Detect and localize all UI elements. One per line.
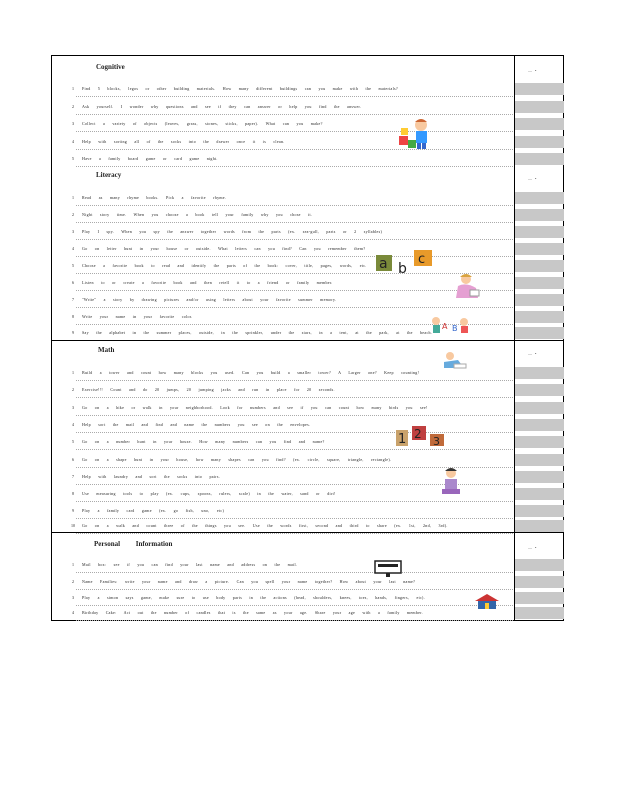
item-text: Play a family card game (ex. go fish, uno, etc) — [82, 508, 225, 513]
check-box[interactable] — [515, 101, 564, 113]
item-number: 3 — [72, 229, 74, 234]
list-item — [52, 241, 563, 257]
list-item — [52, 417, 563, 433]
item-text: Exercise!!! Count and do 20 jumps, 20 jumping jacks and run in place for 20 seconds. — [82, 387, 335, 392]
item-text: Listen to or create a favorite book and then retell it to a friend or family member. — [82, 280, 333, 285]
check-box[interactable] — [515, 576, 564, 588]
list-item — [52, 574, 563, 590]
check-box[interactable] — [515, 592, 564, 604]
item-text: Have a family board game or card game night. — [82, 156, 218, 161]
item-text: Go on letter hunt in your house or outside. What letters can you find? Can you remember them? — [82, 246, 366, 251]
list-item — [52, 292, 563, 308]
list-item — [52, 503, 563, 519]
section-title: Personal Information — [94, 540, 173, 548]
list-item — [52, 434, 563, 450]
section-title: Cognitive — [96, 63, 125, 71]
item-text: Help with sorting all of the socks into the drawer once it is clean. — [82, 139, 285, 144]
svg-text:c: c — [418, 252, 426, 267]
list-item — [52, 224, 563, 240]
abc-letters-illustration — [374, 249, 436, 275]
svg-text:B: B — [452, 324, 458, 333]
check-box[interactable] — [515, 559, 564, 571]
item-text: Write your name in your favorite color. — [82, 314, 193, 319]
item-number: 9 — [72, 508, 74, 513]
item-text: Go on a hike or walk in your neighborhood. Look for numbers and see if you can count how many birds you see! — [82, 405, 428, 410]
svg-text:1: 1 — [398, 432, 407, 447]
check-box[interactable] — [515, 454, 564, 466]
item-number: 5 — [72, 263, 74, 268]
item-text: Go on a walk and count three of the things you see. Use the words first, second and third to share (ex. 1st, 2nd, 3rd). — [82, 523, 448, 528]
list-item — [52, 151, 563, 167]
mailbox-illustration — [374, 560, 404, 578]
item-number: 3 — [72, 121, 74, 126]
item-number: 9 — [72, 330, 74, 335]
check-box[interactable] — [515, 471, 564, 483]
check-box[interactable] — [515, 118, 564, 130]
child-blocks-illustration — [397, 116, 433, 152]
item-text: Collect a variety of objects (leaves, grass, stones, sticks, paper). What can you make? — [82, 121, 323, 126]
item-text: Go on a shape hunt in your house, how many shapes can you find? (ex. circle, square, triangle, rectangle). — [82, 457, 392, 462]
check-box[interactable] — [515, 277, 564, 289]
check-box[interactable] — [515, 488, 564, 500]
section-literacy — [52, 168, 563, 340]
list-item — [52, 275, 563, 291]
check-box[interactable] — [515, 505, 564, 517]
svg-text:b: b — [398, 261, 407, 275]
item-text: Go on a number hunt in your house. How many numbers can you find and name? — [82, 439, 325, 444]
item-number: 8 — [72, 314, 74, 319]
section-mark: ― • — [528, 351, 538, 356]
item-number: 6 — [72, 280, 74, 285]
check-box[interactable] — [515, 136, 564, 148]
house-illustration — [472, 592, 502, 610]
item-text: Find 5 blocks, legos or other building materials. How many different buildings can you make with the materials? — [82, 86, 398, 91]
list-item — [52, 99, 563, 115]
svg-text:A: A — [442, 322, 448, 331]
list-item — [52, 365, 563, 381]
section-mark: ― • — [528, 68, 538, 73]
check-box[interactable] — [515, 294, 564, 306]
svg-text:a: a — [379, 256, 388, 272]
item-number: 2 — [72, 104, 74, 109]
check-box[interactable] — [515, 367, 564, 379]
item-text: Birthday Cake: Act out the number of candles that is the same as your age. Share your age with a family member. — [82, 610, 423, 615]
svg-text:3: 3 — [433, 435, 440, 448]
item-number: 1 — [72, 86, 74, 91]
item-text: Ask yourself. I wonder why questions and see if they can answer or help you find the answer. — [82, 104, 362, 109]
section-mark: ― • — [528, 545, 538, 550]
numbers-illustration — [394, 426, 450, 448]
item-number: 8 — [72, 491, 74, 496]
check-box[interactable] — [515, 243, 564, 255]
list-item — [52, 134, 563, 150]
check-box[interactable] — [515, 153, 564, 165]
item-text: Read as many rhyme books. Pick a favorite rhyme. — [82, 195, 227, 200]
item-text: Build a tower and count how many blocks you used. Can you build a smaller tower? A Larger one? Keep counting! — [82, 370, 420, 375]
item-text: Mail box: see if you can find your last name and address on the mail. — [82, 562, 298, 567]
list-item — [52, 469, 563, 485]
item-number: 7 — [72, 297, 74, 302]
list-item — [52, 382, 563, 398]
check-box[interactable] — [515, 436, 564, 448]
list-item — [52, 190, 563, 206]
list-item — [52, 400, 563, 416]
item-text: Night story time. When you choose a book tell your family why you chose it. — [82, 212, 313, 217]
check-box[interactable] — [515, 607, 564, 619]
item-number: 4 — [72, 246, 74, 251]
list-item — [52, 452, 563, 468]
abc-children-illustration — [430, 315, 472, 337]
section-math — [52, 340, 563, 532]
list-item — [52, 486, 563, 502]
check-box[interactable] — [515, 402, 564, 414]
child-toy-illustration — [439, 466, 465, 496]
check-box[interactable] — [515, 327, 564, 339]
list-item — [52, 557, 563, 573]
list-item — [52, 325, 563, 341]
item-number: 5 — [72, 439, 74, 444]
item-text: Play I spy. When you spy the answer together words from the parts (ex. sea-gull, parts or 2 syllables) — [82, 229, 383, 234]
check-box[interactable] — [515, 192, 564, 204]
item-number: 6 — [72, 457, 74, 462]
item-text: Choose a favorite book to read and identify the parts of the book: cover, title, pages, words, etc. — [82, 263, 367, 268]
item-text: Play a simon says game, make sure to use body parts in the actions (head, shoulders, knees, toes, hands, fingers, etc). — [82, 595, 425, 600]
item-number: 10 — [71, 523, 75, 528]
activity-sheet — [51, 55, 564, 621]
item-text: Name Families: write your name and draw a picture. Can you spell your name together? How about your last name? — [82, 579, 416, 584]
check-box[interactable] — [515, 419, 564, 431]
item-number: 4 — [72, 610, 74, 615]
item-text: Help sort the mail and find and name the numbers you see on the envelopes. — [82, 422, 311, 427]
item-number: 4 — [72, 422, 74, 427]
list-item — [52, 309, 563, 325]
item-text: Say the alphabet in the summer places, outside, in the sprinkler, under the stars, in a tent, at the park, at the beach. — [82, 330, 433, 335]
item-number: 1 — [72, 562, 74, 567]
check-box[interactable] — [515, 384, 564, 396]
check-box[interactable] — [515, 83, 564, 95]
item-text: Help with laundry and sort the socks into pairs. — [82, 474, 221, 479]
item-number: 1 — [72, 370, 74, 375]
list-item — [52, 258, 563, 274]
section-title: Math — [98, 346, 115, 354]
check-box[interactable] — [515, 209, 564, 221]
item-number: 1 — [72, 195, 74, 200]
check-box[interactable] — [515, 226, 564, 238]
check-box[interactable] — [515, 311, 564, 323]
item-number: 2 — [72, 387, 74, 392]
item-text: "Write" a story by drawing pictures and/or using letters about your favorite summer memory. — [82, 297, 337, 302]
check-box[interactable] — [515, 260, 564, 272]
list-item — [52, 207, 563, 223]
item-number: 4 — [72, 139, 74, 144]
item-text: Use measuring tools to play (ex. cups, spoons, rulers, scale) in the water, sand or dirt! — [82, 491, 336, 496]
section-cognitive — [52, 56, 563, 172]
child-reading-illustration — [452, 272, 484, 302]
item-number: 5 — [72, 156, 74, 161]
list-item — [52, 116, 563, 132]
item-number: 2 — [72, 212, 74, 217]
section-personal-information — [52, 532, 563, 622]
list-item — [52, 81, 563, 97]
svg-text:2: 2 — [414, 427, 422, 441]
section-title: Literacy — [96, 171, 122, 179]
section-mark: ― • — [528, 176, 538, 181]
item-number: 3 — [72, 405, 74, 410]
item-number: 3 — [72, 595, 74, 600]
item-number: 2 — [72, 579, 74, 584]
item-number: 7 — [72, 474, 74, 479]
check-box[interactable] — [515, 520, 564, 532]
